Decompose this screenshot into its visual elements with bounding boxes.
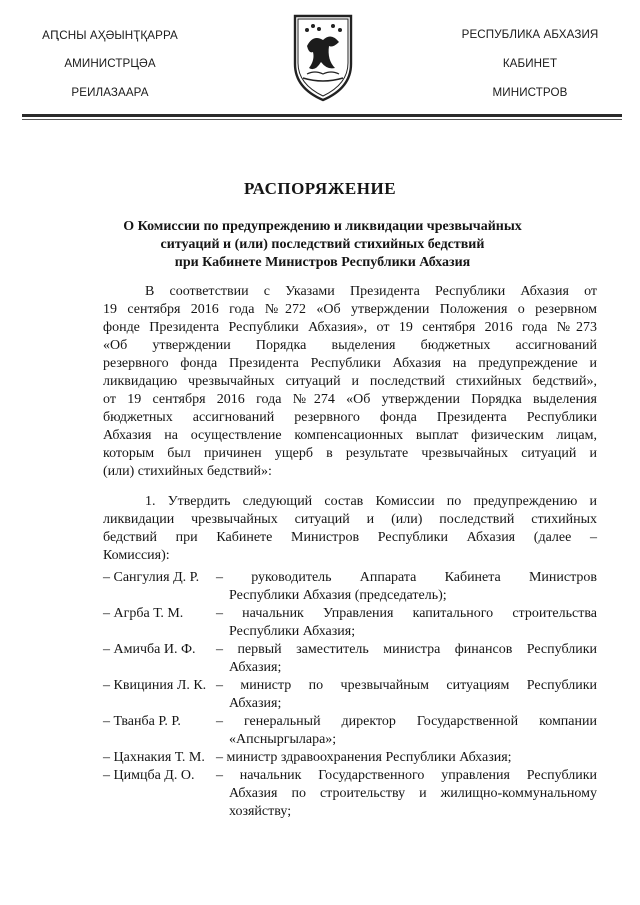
member-role-line: Абхазия; — [229, 660, 282, 675]
paragraph-line: 19 сентября 2016 года №272 «Об утверждении Положения о резервном — [103, 302, 597, 317]
header-divider-thick — [22, 114, 622, 117]
member-role-line: – министр по чрезвычайным ситуациям Республики — [216, 678, 597, 693]
member-role — [216, 749, 597, 767]
paragraph-line: В соответствии с Указами Президента Республики Абхазия от — [145, 284, 597, 299]
member-role-line: – начальник Государственного управления Республики — [216, 768, 597, 783]
paragraph-line: от 19 сентября 2016 года №274 «Об утверждении Порядка выделения — [103, 392, 597, 407]
member-role-line: – руководитель Аппарата Кабинета Министров — [216, 570, 597, 585]
subject-line: О Комиссии по предупреждению и ликвидации чрезвычайных — [123, 219, 522, 234]
member-role-line: Абхазия; — [229, 696, 282, 711]
member-role — [216, 713, 597, 749]
member-row — [103, 569, 597, 605]
document-subject — [100, 218, 545, 272]
paragraph-line: бюджетных ассигнований резервного фонда Президента Республики — [103, 410, 597, 425]
paragraph-line: ликвидации чрезвычайных ситуаций и (или) последствий стихийных — [103, 512, 597, 527]
item-1-paragraph — [103, 493, 597, 565]
commission-members-list — [103, 569, 597, 821]
member-role-line: – министр здравоохранения Республики Абхазия; — [216, 750, 512, 765]
member-role-line: Абхазия по строительству и жилищно-коммунальному — [229, 786, 597, 801]
paragraph-line: 1. Утвердить следующий состав Комиссии по предупреждению и — [145, 494, 597, 509]
paragraph-line: бедствий при Кабинете Министров Республики Абхазия (далее – — [103, 530, 597, 545]
coat-of-arms-icon — [293, 12, 353, 102]
member-name: – Агрба Т. М. — [103, 606, 184, 621]
member-row — [103, 749, 597, 767]
member-role — [216, 767, 597, 821]
member-name: – Цимцба Д. О. — [103, 768, 195, 783]
member-name: – Тванба Р. Р. — [103, 714, 181, 729]
header-left-line-3: РЕИЛАЗААРА — [71, 86, 149, 99]
member-role-line: – первый заместитель министра финансов Республики — [216, 642, 597, 657]
paragraph-line: ликвидацию чрезвычайных ситуаций и последствий стихийных бедствий», — [103, 374, 597, 389]
subject-line: ситуаций и (или) последствий стихийных бедствий — [160, 237, 485, 252]
subject-line: при Кабинете Министров Республики Абхазия — [174, 255, 471, 270]
preamble-paragraph — [103, 283, 597, 481]
member-row — [103, 641, 597, 677]
member-row — [103, 677, 597, 713]
member-role-line: – генеральный директор Государственной компании — [216, 714, 597, 729]
paragraph-line: «Об утверждении Порядка выделения бюджетных ассигнований — [103, 338, 597, 353]
header-left-line-2: АМИНИСТРЦӘА — [64, 57, 156, 70]
header-left-line-1: АԤСНЫ АҲӘЫНҬҚАРРА — [42, 29, 178, 42]
paragraph-line: фонде Президента Республики Абхазия», от 19 сентября 2016 года №273 — [103, 320, 597, 335]
header-right-line-1: РЕСПУБЛИКА АБХАЗИЯ — [461, 28, 599, 41]
header-divider-thin — [22, 119, 622, 120]
member-role — [216, 641, 597, 677]
member-name: – Квициния Л. К. — [103, 678, 207, 693]
header-right-line-3: МИНИСТРОВ — [492, 86, 568, 99]
member-name: – Амичба И. Ф. — [103, 642, 196, 657]
member-role — [216, 677, 597, 713]
member-role — [216, 605, 597, 641]
member-role-line: хозяйству; — [229, 804, 292, 819]
member-name: – Сангулия Д. Р. — [103, 570, 200, 585]
paragraph-line: (или) стихийных бедствий»: — [103, 464, 272, 479]
header-right-line-2: КАБИНЕТ — [502, 57, 558, 70]
member-row — [103, 605, 597, 641]
member-name: – Цахнакия Т. М. — [103, 750, 205, 765]
paragraph-line: Абхазия на осуществление компенсационных выплат физическим лицам, — [103, 428, 597, 443]
paragraph-line: которым был причинен ущерб в результате чрезвычайных ситуаций и — [103, 446, 597, 461]
member-role-line: – начальник Управления капитального строительства — [216, 606, 597, 621]
member-row — [103, 713, 597, 749]
member-role-line: Республики Абхазия (председатель); — [229, 588, 447, 603]
paragraph-line: Комиссия): — [103, 548, 170, 563]
member-row — [103, 767, 597, 821]
document-title: РАСПОРЯЖЕНИЕ — [243, 179, 397, 198]
member-role-line: Республики Абхазия; — [229, 624, 356, 639]
paragraph-line: резервного фонда Президента Республики Абхазия на предупреждение и — [103, 356, 597, 371]
member-role — [216, 569, 597, 605]
member-role-line: «Апсныргылара»; — [229, 732, 337, 747]
